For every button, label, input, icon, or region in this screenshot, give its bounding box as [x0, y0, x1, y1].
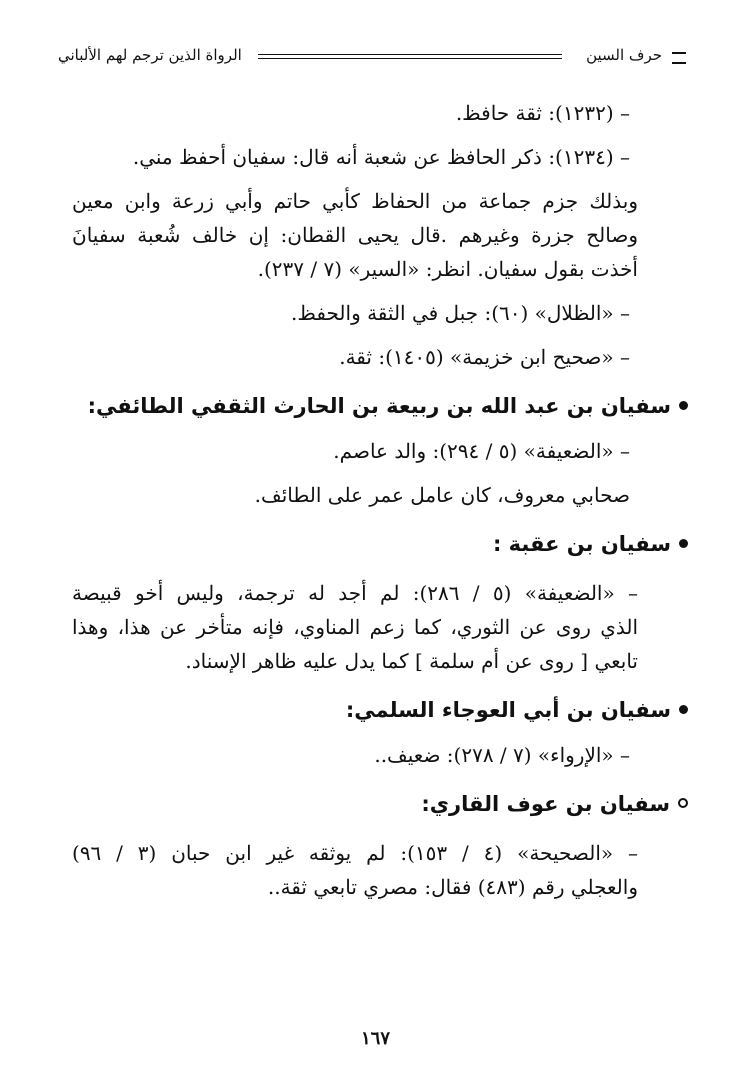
header-section: حرف السين	[586, 46, 662, 64]
heading-text: سفيان بن عبد الله بن ربيعة بن الحارث الثقفي الطائفي:	[87, 394, 671, 418]
entry-line: تابعي [ روى عن أم سلمة ] كما يدل عليه ظاهر الإسناد.	[185, 649, 638, 673]
narrator-heading	[72, 692, 688, 728]
heading-text: سفيان بن عقبة :	[492, 532, 671, 556]
paragraph-line: وصالح جزرة وغيرهم .قال يحيى القطان: إن خالف شُعبة سفيانَ	[72, 223, 638, 247]
bullet-icon	[679, 705, 688, 714]
paragraph	[72, 184, 638, 286]
entry-line: – (١٢٣٢): ثقة حافظ.	[455, 101, 630, 125]
entry-block	[72, 836, 638, 904]
bullet-icon	[679, 401, 688, 410]
entry-line: – (١٢٣٤): ذكر الحافظ عن شعبة أنه قال: سفيان أحفظ مني.	[132, 145, 630, 169]
header-title: الرواة الذين ترجم لهم الألباني	[58, 46, 242, 64]
paragraph-line: وبذلك جزم جماعة من الحفاظ كأبي حاتم وأبي زرعة وابن معين	[72, 189, 638, 213]
heading-text: سفيان بن عوف القاري:	[421, 792, 670, 816]
page-body	[72, 96, 671, 904]
entry-line: – «الإرواء» (٧ / ٢٧٨): ضعيف..	[374, 743, 630, 767]
entry-block	[72, 576, 638, 678]
entry-line: – «الضعيفة» (٥ / ٢٩٤): والد عاصم.	[333, 439, 630, 463]
narrator-heading	[72, 388, 688, 424]
bullet-icon	[678, 798, 688, 808]
heading-text: سفيان بن أبي العوجاء السلمي:	[345, 698, 671, 722]
entry-line: – «صحيح ابن خزيمة» (١٤٠٥): ثقة.	[339, 345, 630, 369]
entry-line: – «الضعيفة» (٥ / ٢٨٦): لم أجد له ترجمة، وليس أخو قبيصة	[72, 581, 639, 605]
entry-line: الذي روى عن الثوري، كما زعم المناوي، فإنه متأخر عن هذا، وهذا	[72, 615, 638, 639]
entry-line: والعجلي رقم (٤٨٣) فقال: مصري تابعي ثقة..	[267, 875, 638, 899]
running-header	[58, 48, 686, 72]
narrator-heading	[72, 786, 688, 822]
page-number: ١٦٧	[360, 1028, 390, 1049]
bullet-icon	[679, 539, 688, 548]
narrator-heading	[72, 526, 688, 562]
entry-line: صحابي معروف، كان عامل عمر على الطائف.	[254, 483, 630, 507]
entry-line: – «الصحيحة» (٤ / ١٥٣): لم يوثقه غير ابن حبان (٣ / ٩٦)	[72, 841, 639, 865]
header-rule	[258, 54, 562, 59]
paragraph-line: أخذت بقول سفيان. انظر: «السير» (٧ / ٢٣٧).	[257, 257, 638, 281]
header-mark	[672, 52, 686, 64]
entry-line: – «الظلال» (٦٠): جبل في الثقة والحفظ.	[291, 301, 630, 325]
